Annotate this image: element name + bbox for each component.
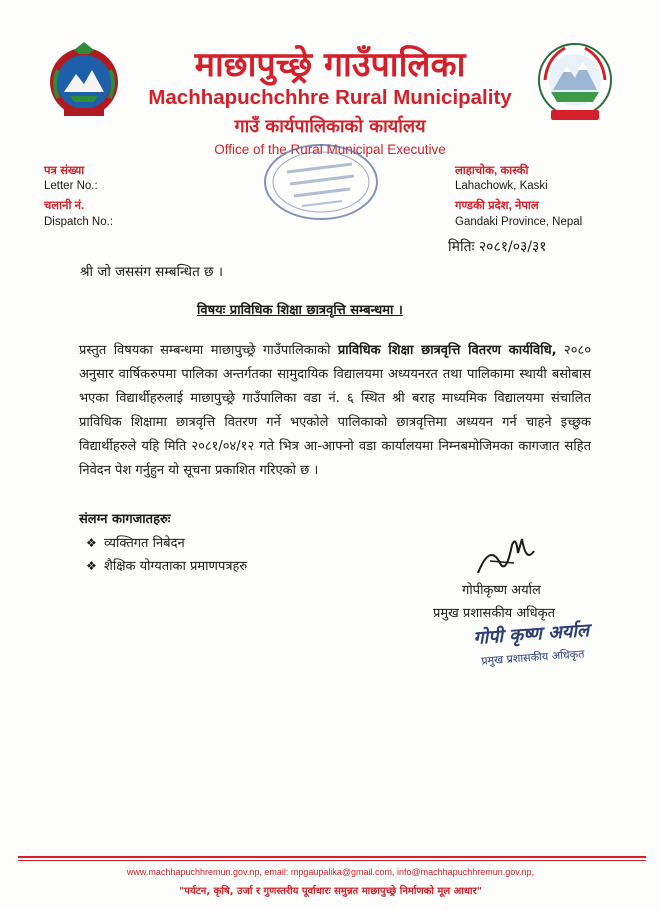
footer-divider [18,856,646,858]
province-english: Gandaki Province, Nepal [455,216,583,228]
diamond-bullet-icon: ❖ [86,536,97,550]
body-text-bold: प्राविधिक शिक्षा छात्रवृत्ति वितरण कार्यविधि, [337,343,557,358]
body-text-part1: प्रस्तुत विषयका सम्बन्धमा माछापुच्छ्रे गाउँपालिकाको [79,343,338,358]
signature-icon [470,533,540,581]
office-name-nepali: गाउँ कार्यपालिकाको कार्यालय [234,116,426,137]
signatory-name: गोपीकृष्ण अर्याल [462,583,541,598]
body-text-part2: २०८० अनुसार वार्षिकरुपमा पालिका अन्तर्गतका सामुदायिक विद्यालयमा अध्ययनरत तथा पालिकामा स्थायी बसोबास भएका विद्यार्थीहरुलाई माछापुच्छ्रे गाउँपालिका वडा नं. ६ स्थित श्री बराह माध्यमिक विद्यालयमा संचालित प्राविधिक शिक्षामा छात्रवृत्ति वितरण गर्ने भएकोले पालिकाको छात्रवृत्तिमा अध्ययन गर्न चाहने इच्छुक विद्यार्थीहरुले यहि मिति २०८१/०४/१२ गते भित्र आ-आफ्नो वडा कार्यालयमा निम्नबमोजिमका कागजात सहित निवेदन पेश गर्नुहुन यो सूचना प्रकाशित गरिएको छ । [79,343,591,478]
name-stamp [460,615,603,675]
footer-motto: "पर्यटन, कृषि, उर्जा र गुणस्तरीय पूर्वाधारः समुन्नत माछापुच्छ्रे निर्माणको मूल आधार" [179,886,482,897]
province-nepali: गण्डकी प्रदेश, नेपाल [455,200,539,212]
attachments-heading: संलग्न कागजातहरुः [79,512,171,527]
municipality-title-nepali: माछापुच्छ्रे गाउँपालिका [194,45,466,85]
office-name-english: Office of the Rural Municipal Executive [214,142,446,157]
attachment-item-label: शैक्षिक योग्यताका प्रमाणपत्रहरु [104,559,248,574]
dispatch-no-label-nepali: चलानी नं. [44,200,85,212]
attachment-item [86,556,247,574]
office-seal-stamp-icon [262,142,380,222]
letter-no-label: Letter No.: [44,180,98,192]
body-paragraph [79,339,591,483]
place-english: Lahachowk, Kaski [455,180,548,192]
place-nepali: लाहाचोक, कास्की [455,165,529,177]
subject-line: विषयः प्राविधिक शिक्षा छात्रवृत्ति सम्बन्धमा । [197,303,403,318]
municipality-logo-icon [535,40,615,124]
footer-divider [18,860,646,861]
name-stamp-name: गोपी कृष्ण अर्याल [472,620,590,650]
footer-contacts: www.machhapuchhremun.gov.np, email: mpgaupalika@gmail.com, info@machhapuchhremun.gov.np, [126,867,535,877]
diamond-bullet-icon: ❖ [86,559,97,573]
name-stamp-title: प्रमुख प्रशासकीय अधिकृत [480,647,585,668]
signatory-title: प्रमुख प्रशासकीय अधिकृत [433,606,556,621]
attachment-item [86,533,185,551]
letter-date: मितिः २०८१/०३/३१ [448,239,547,255]
nepal-emblem-icon [44,40,124,120]
dispatch-no-label: Dispatch No.: [44,216,114,228]
attachment-item-label: व्यक्तिगत निबेदन [104,536,185,551]
salutation: श्री जो जससंग सम्बन्धित छ । [80,264,223,280]
letter-no-label-nepali: पत्र संख्या [44,165,85,177]
municipality-title-english: Machhapuchchhre Rural Municipality [148,86,512,109]
